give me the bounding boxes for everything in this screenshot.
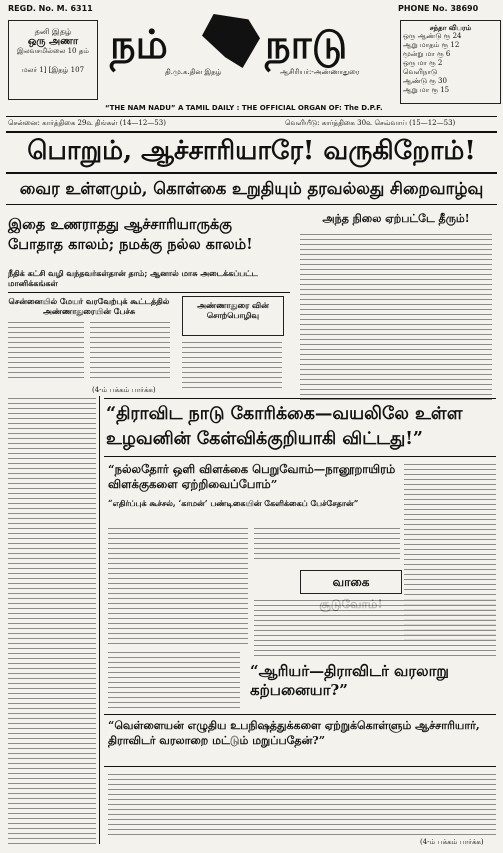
price-line: ஒரு அணா: [27, 36, 79, 47]
registration-number: REGD. No. M. 6311: [8, 4, 93, 13]
tagline: “THE NAM NADU” A TAMIL DAILY : THE OFFICIAL ORGAN OF: The D.P.F.: [105, 104, 383, 112]
subscription-line: வெளிநாடு: [403, 68, 438, 76]
divider: [6, 116, 497, 117]
subscription-line: ஒரு ஆண்டு ரூ 24: [403, 32, 462, 40]
subscription-line: ஆறு மா ரூ 15: [403, 86, 450, 94]
price-line: தனி இதழ்: [34, 27, 72, 36]
continued-note: (4-ம் பக்கம் பார்க்க): [420, 838, 484, 846]
phone-number: PHONE No. 38690: [398, 4, 479, 13]
divider: [104, 398, 496, 399]
subscription-line: ஆண்டு ரூ 30: [403, 77, 447, 85]
article-text-middle: [108, 526, 248, 644]
article-text-center: [182, 340, 282, 392]
headline: பொறும், ஆச்சாரியாரே! வருகிறோம்!: [27, 136, 476, 166]
price-box: [8, 20, 98, 100]
subscription-line: ஆறு மாதம் ரூ 12: [403, 41, 460, 49]
masthead-subtitle-left: தி.மு.க.தின இதழ்: [165, 68, 222, 76]
subscription-line: மூன்று மா ரூ 6: [403, 50, 451, 58]
quote-line: “எதிர்ப்புக் கூச்சல், ‘காமன்’ பண்டிகையின் கேளிக்கைப் பேச்சேதான்”: [108, 498, 359, 508]
article-text-left: [90, 320, 170, 380]
subscription-title: சந்தா விபரம்: [429, 23, 472, 32]
anna-box-subtitle: சொற்பொழிவு: [206, 310, 260, 320]
divider: [104, 766, 496, 767]
divider: [6, 204, 497, 205]
box-left-headline: இதை உணராதது ஆச்சாரியாருக்கு போதாத காலம்; நமக்கு நல்ல காலம்!: [8, 216, 253, 253]
divider: [6, 131, 497, 133]
divider: [8, 292, 290, 293]
subscription-line: ஒரு மா ரூ 2: [403, 59, 443, 67]
article-text-left: [8, 320, 84, 380]
divider: [104, 714, 496, 715]
subscription-box: [400, 20, 501, 104]
continued-note: (4-ம் பக்கம் பார்க்க): [92, 386, 156, 394]
date-left: சென்னை: கார்த்திகை 29௳ திங்கள் (14—12—53): [8, 119, 166, 127]
anna-box-title: அண்ணாதுரை வின்: [197, 300, 269, 310]
article-text-middle: [254, 526, 400, 562]
dravida-nadu-banner: “திராவிட நாடு கோரிக்கை—வயலிலே உள்ள உழவனின் கேள்விக்குறியாகி விட்டது!”: [106, 404, 463, 449]
article-text-right: [300, 232, 492, 402]
lamp-banner: “நல்லதோர் ஒளி விளக்கை பெறுவோம்—நானூறாயிரம் விளக்குகளை ஏற்றிவைப்போம்”: [108, 462, 396, 491]
divider: [6, 172, 497, 174]
madras-speech-headline: சென்னையில் மேயர் வரவேற்புக் கூட்டத்தில் அண்ணாதுரையின் பேச்சு: [8, 296, 170, 316]
masthead-subtitle-right: ஆசிரியர்:-அண்ணாதுரை: [280, 68, 360, 76]
price-line: இலவசமில்லை 10 தம்: [17, 47, 89, 55]
subheadline: வைர உள்ளமும், கொள்கை உறுதியும் தரவல்லது சிறைவாழ்வு: [19, 179, 484, 198]
left-small-headline: நீதிக் கட்சி வழி வந்தவர்கள்தான் தாம்; ஆனால் மாசு அடைக்கப்பட்ட மானிக்கங்கள்: [8, 268, 258, 288]
column-divider: [99, 396, 100, 844]
date-right: வெளியீடு: கார்த்திகை 30௳ செவ்வாய் (15—12—53): [285, 119, 456, 127]
volume-issue: மலர் 1] [இதழ் 107: [21, 66, 85, 74]
article-text-bottom: [108, 772, 496, 836]
aryan-headline: “ஆரியர்—திராவிடர் வரலாறு கற்பனையா?”: [250, 662, 449, 699]
masthead-title-right: நாடு: [265, 21, 348, 68]
upanishad-headline: “வெள்ளையன் எழுதிய உபநிஷத்துக்களை ஏற்றுக்கொள்ளும் ஆச்சாரியார், திராவிடர் வரலாறை மட்டும் மறுப்பதேன்?”: [108, 719, 480, 747]
map-emblem-icon: [202, 14, 260, 68]
welcome-box: வாகை: [300, 570, 402, 594]
box-right-headline: அந்த நிலை ஏற்பட்டே தீரும்!: [322, 212, 470, 225]
article-text-middle: [254, 598, 496, 658]
article-text-middle: [108, 650, 240, 710]
divider: [104, 456, 496, 457]
masthead-title-left: நம்: [110, 21, 168, 68]
anna-speech-box: [182, 296, 284, 336]
article-text-left-column: [8, 396, 96, 844]
